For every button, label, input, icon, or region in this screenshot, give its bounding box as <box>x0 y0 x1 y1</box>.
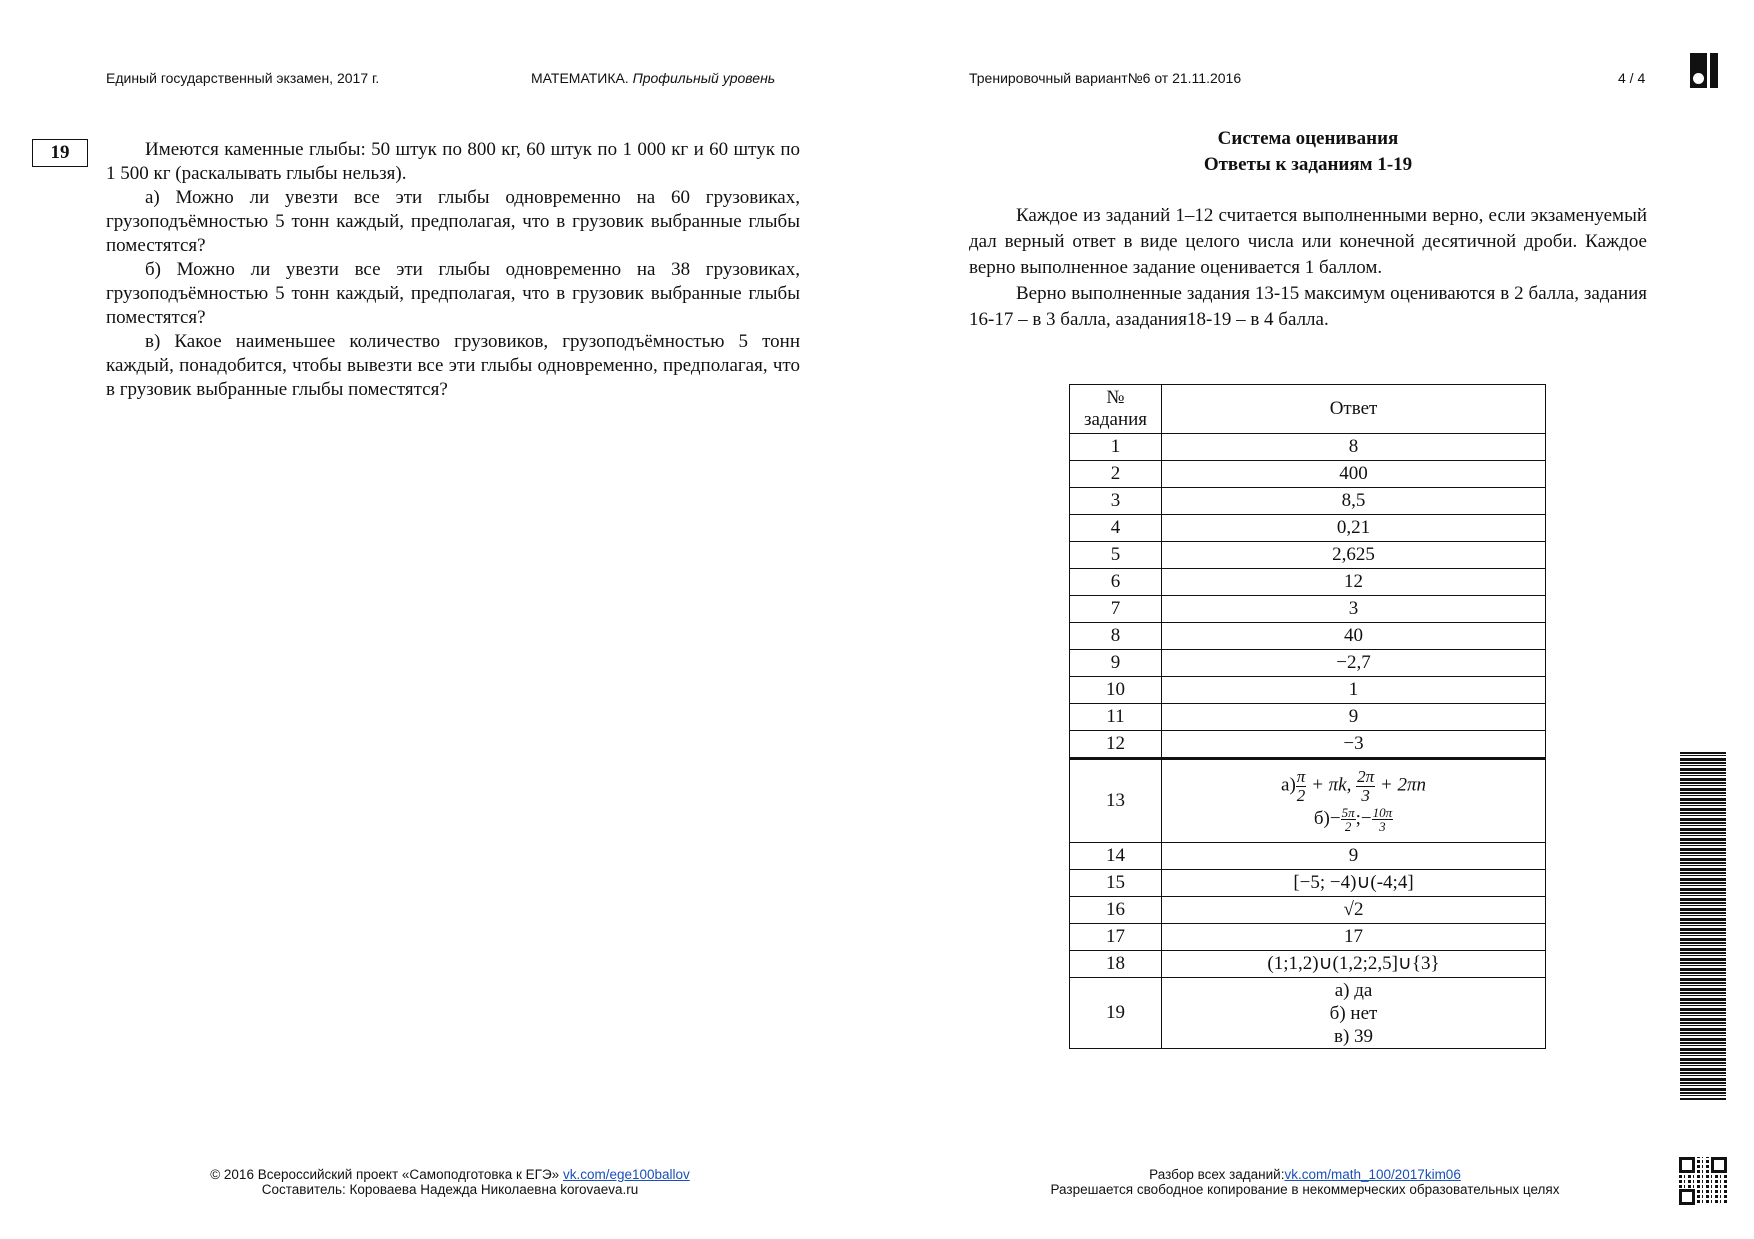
table-row: 15 [−5; −4)∪(-4;4] <box>1070 870 1546 897</box>
footer-left: © 2016 Всероссийский проект «Самоподготовка к ЕГЭ» vk.com/ege100ballov Составитель: Короваева Надежда Николаевна korovaeva.ru <box>210 1167 690 1197</box>
row-answer: 8,5 <box>1162 488 1546 515</box>
row-answer: 400 <box>1162 461 1546 488</box>
table-row <box>1070 677 1546 704</box>
row-answer: −2,7 <box>1162 650 1546 677</box>
row-answer: 8 <box>1162 434 1546 461</box>
qr-code-icon <box>1679 1157 1727 1205</box>
row-number: 12 <box>1070 731 1162 759</box>
corner-mark-icon <box>1690 53 1718 88</box>
row-number: 1 <box>1070 434 1162 461</box>
row-answer: 2,625 <box>1162 542 1546 569</box>
table-row: 18 (1;1,2)∪(1,2;2,5]∪{3} <box>1070 951 1546 978</box>
footer-link-math100[interactable]: vk.com/math_100/2017kim06 <box>1284 1167 1461 1182</box>
row-answer: а) $\frac{\pi}{2}$ + πk, $\frac{2\pi}{3}$ + 2πn б)− $\frac{5\pi}{2}$ ;− $\frac{10\pi}{3}$ <box>1162 759 1546 843</box>
header-exam-title: Единый государственный экзамен, 2017 г. <box>106 70 380 86</box>
table-row <box>1070 434 1546 461</box>
row-answer: 0,21 <box>1162 515 1546 542</box>
table-row <box>1070 569 1546 596</box>
task-number-box: 19 <box>32 139 88 167</box>
footer-right: Разбор всех заданий:vk.com/math_100/2017kim06 Разрешается свободное копирование в некоммерческих образовательных целях <box>1050 1167 1560 1197</box>
header-variant: Тренировочный вариант№6 от 21.11.2016 <box>969 70 1242 86</box>
barcode-icon <box>1680 752 1726 1100</box>
table-row <box>1070 488 1546 515</box>
row-number: 9 <box>1070 650 1162 677</box>
task-paragraph: б) Можно ли увезти все эти глыбы одновременно на 38 грузовиках, грузоподъёмностью 5 тонн каждый, предполагая, что в грузовик выбранные глыбы поместятся? <box>106 259 800 328</box>
row-answer: 12 <box>1162 569 1546 596</box>
table-row: 14 9 <box>1070 843 1546 870</box>
header-subject <box>531 70 775 86</box>
row-answer: −3 <box>1162 731 1546 759</box>
row-number: 10 <box>1070 677 1162 704</box>
table-row <box>1070 623 1546 650</box>
header-level: Профильный уровень <box>632 70 776 86</box>
row-number: 11 <box>1070 704 1162 731</box>
row-answer: 40 <box>1162 623 1546 650</box>
table-row: 17 17 <box>1070 924 1546 951</box>
header-subject-name: МАТЕМАТИКА. <box>531 70 629 86</box>
col-header-answer: Ответ <box>1162 385 1546 434</box>
scoring-title: Система оценивания <box>1217 128 1399 149</box>
table-row <box>1070 704 1546 731</box>
table-row: 19 а) да б) нет в) 39 <box>1070 978 1546 1049</box>
row-answer: 3 <box>1162 596 1546 623</box>
table-row <box>1070 731 1546 759</box>
scoring-subtitle: Ответы к заданиям 1-19 <box>1203 154 1413 175</box>
task-text <box>106 138 800 402</box>
footer-link-ege100ballov[interactable]: vk.com/ege100ballov <box>562 1167 690 1182</box>
table-row <box>1070 461 1546 488</box>
answers-table <box>1069 384 1546 1049</box>
row-number: 2 <box>1070 461 1162 488</box>
row-number: 8 <box>1070 623 1162 650</box>
task-paragraph: а) Можно ли увезти все эти глыбы одновременно на 60 грузовиках, грузоподъёмностью 5 тонн каждый, предполагая, что в грузовик выбранные глыбы поместятся? <box>106 187 800 256</box>
row-answer: 1 <box>1162 677 1546 704</box>
row-number: 7 <box>1070 596 1162 623</box>
scoring-paragraph: Каждое из заданий 1–12 считается выполненными верно, если экзаменуемый дал верный ответ в виде целого числа или конечной десятичной дроби. Каждое верно выполненное задание оценивается 1 баллом. <box>969 205 1647 278</box>
page-number: 4 / 4 <box>1618 70 1646 86</box>
scoring-intro <box>969 203 1647 333</box>
row-number: 13 <box>1070 759 1162 843</box>
table-row <box>1070 542 1546 569</box>
task-paragraph: в) Какое наименьшее количество грузовиков, грузоподъёмностью 5 тонн каждый, понадобится, чтобы вывезти все эти глыбы одновременно, предполагая, что в грузовик выбранные глыбы поместятся? <box>106 331 800 400</box>
row-answer: 9 <box>1162 704 1546 731</box>
table-row <box>1070 650 1546 677</box>
table-row <box>1070 596 1546 623</box>
row-number: 4 <box>1070 515 1162 542</box>
row-number: 6 <box>1070 569 1162 596</box>
row-number: 3 <box>1070 488 1162 515</box>
table-row <box>1070 515 1546 542</box>
table-header-row <box>1070 385 1546 434</box>
task-paragraph: Имеются каменные глыбы: 50 штук по 800 кг, 60 штук по 1 000 кг и 60 штук по 1 500 кг (раскалывать глыбы нельзя). <box>106 139 800 184</box>
col-header-number: № задания <box>1070 385 1162 434</box>
table-row <box>1070 759 1546 843</box>
table-row: 16 √2 <box>1070 897 1546 924</box>
scoring-paragraph: Верно выполненные задания 13-15 максимум оцениваются в 2 балла, задания 16-17 – в 3 балла, азадания18-19 – в 4 балла. <box>969 283 1647 330</box>
row-number: 5 <box>1070 542 1162 569</box>
